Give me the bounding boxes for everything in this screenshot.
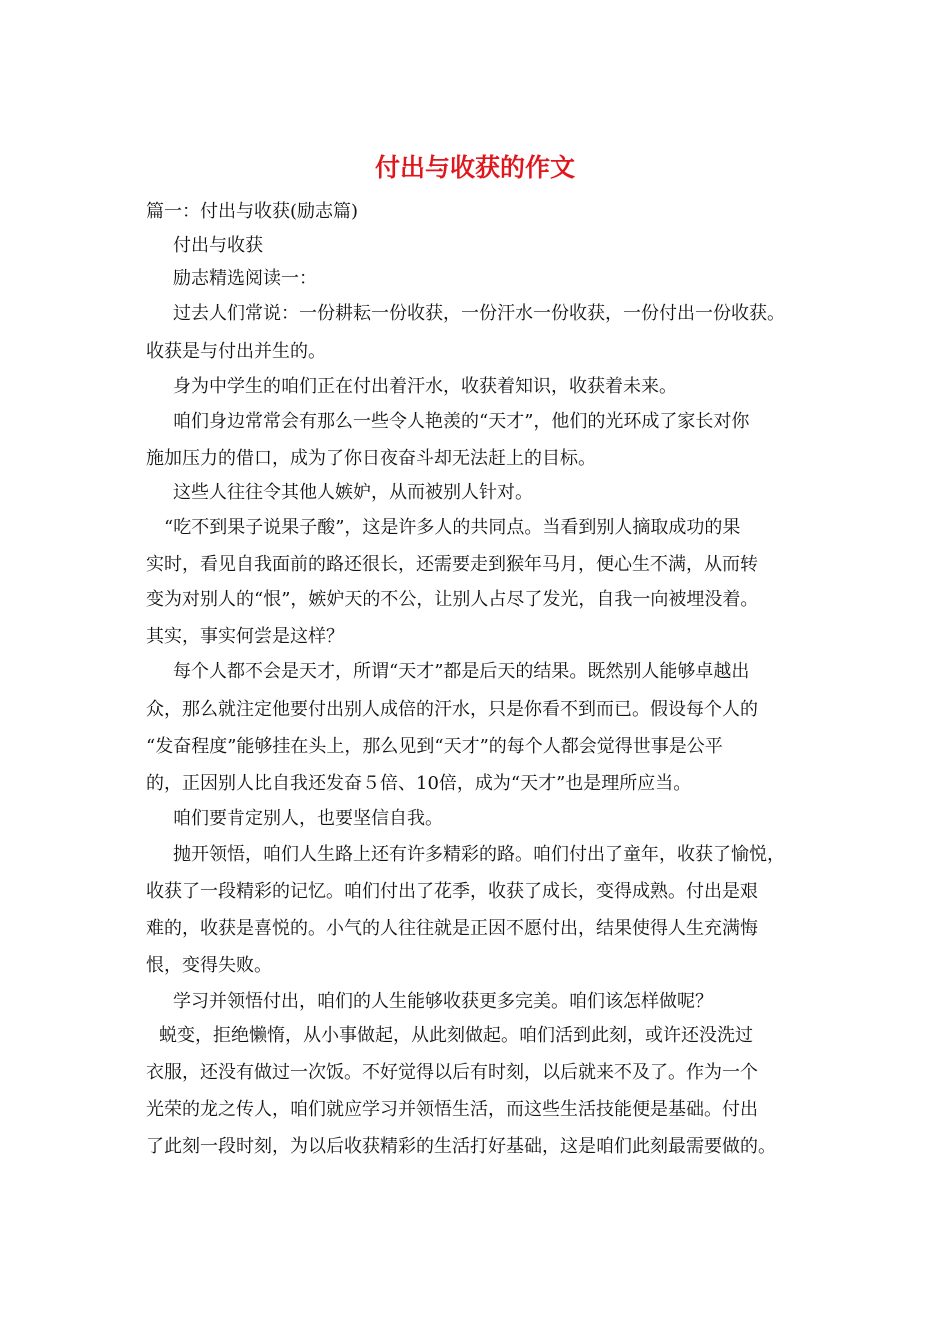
text-line: 抛开领悟，咱们人生路上还有许多精彩的路。咱们付出了童年，收获了愉悦， [173, 844, 785, 865]
text-line: 的，正因别人比自我还发奋５倍、10倍，成为“天才”也是理所应当。 [146, 773, 692, 794]
text-line: 变为对别人的“恨”，嫉妒天的不公，让别人占尽了发光，自我一向被埋没着。 [146, 589, 759, 610]
text-line: 其实，事实何尝是这样？ [146, 626, 344, 647]
text-line: 咱们要肯定别人，也要坚信自我。 [173, 808, 443, 829]
text-line: 篇一：付出与收获(励志篇) [146, 201, 359, 222]
text-line: 衣服，还没有做过一次饭。不好觉得以后有时刻，以后就来不及了。作为一个 [146, 1062, 758, 1083]
text-line: 施加压力的借口，成为了你日夜奋斗却无法赶上的目标。 [146, 448, 596, 469]
text-line: 每个人都不会是天才，所谓“天才”都是后天的结果。既然别人能够卓越出 [173, 661, 750, 682]
text-line: 了此刻一段时刻，为以后收获精彩的生活打好基础，这是咱们此刻最需要做的。 [146, 1136, 776, 1157]
text-line: “发奋程度”能够挂在头上，那么见到“天才”的每个人都会觉得世事是公平 [146, 736, 723, 757]
text-line: 蜕变，拒绝懒惰，从小事做起，从此刻做起。咱们活到此刻，或许还没洗过 [159, 1025, 753, 1046]
text-line: 难的，收获是喜悦的。小气的人往往就是正因不愿付出，结果使得人生充满悔 [146, 918, 758, 939]
text-line: 身为中学生的咱们正在付出着汗水，收获着知识，收获着未来。 [173, 376, 677, 397]
text-line: 励志精选阅读一： [173, 268, 317, 289]
text-line: 众，那么就注定他要付出别人成倍的汗水，只是你看不到而已。假设每个人的 [146, 699, 758, 720]
text-line: 过去人们常说：一份耕耘一份收获，一份汗水一份收获，一份付出一份收获。 [173, 303, 785, 324]
text-line: “吃不到果子说果子酸”，这是许多人的共同点。当看到别人摘取成功的果 [164, 517, 741, 538]
text-line: 实时，看见自我面前的路还很长，还需要走到猴年马月，便心生不满，从而转 [146, 554, 758, 575]
text-line: 收获了一段精彩的记忆。咱们付出了花季，收获了成长，变得成熟。付出是艰 [146, 881, 758, 902]
text-line: 恨，变得失败。 [146, 955, 272, 976]
text-line: 收获是与付出并生的。 [146, 341, 326, 362]
text-line: 咱们身边常常会有那么一些令人艳羡的“天才”，他们的光环成了家长对你 [173, 411, 750, 432]
text-line: 学习并领悟付出，咱们的人生能够收获更多完美。咱们该怎样做呢？ [173, 991, 713, 1012]
document-title: 付出与收获的作文 [374, 153, 575, 182]
text-line: 付出与收获 [173, 235, 263, 256]
text-line: 光荣的龙之传人，咱们就应学习并领悟生活，而这些生活技能便是基础。付出 [146, 1099, 758, 1120]
text-line: 这些人往往令其他人嫉妒，从而被别人针对。 [173, 482, 533, 503]
